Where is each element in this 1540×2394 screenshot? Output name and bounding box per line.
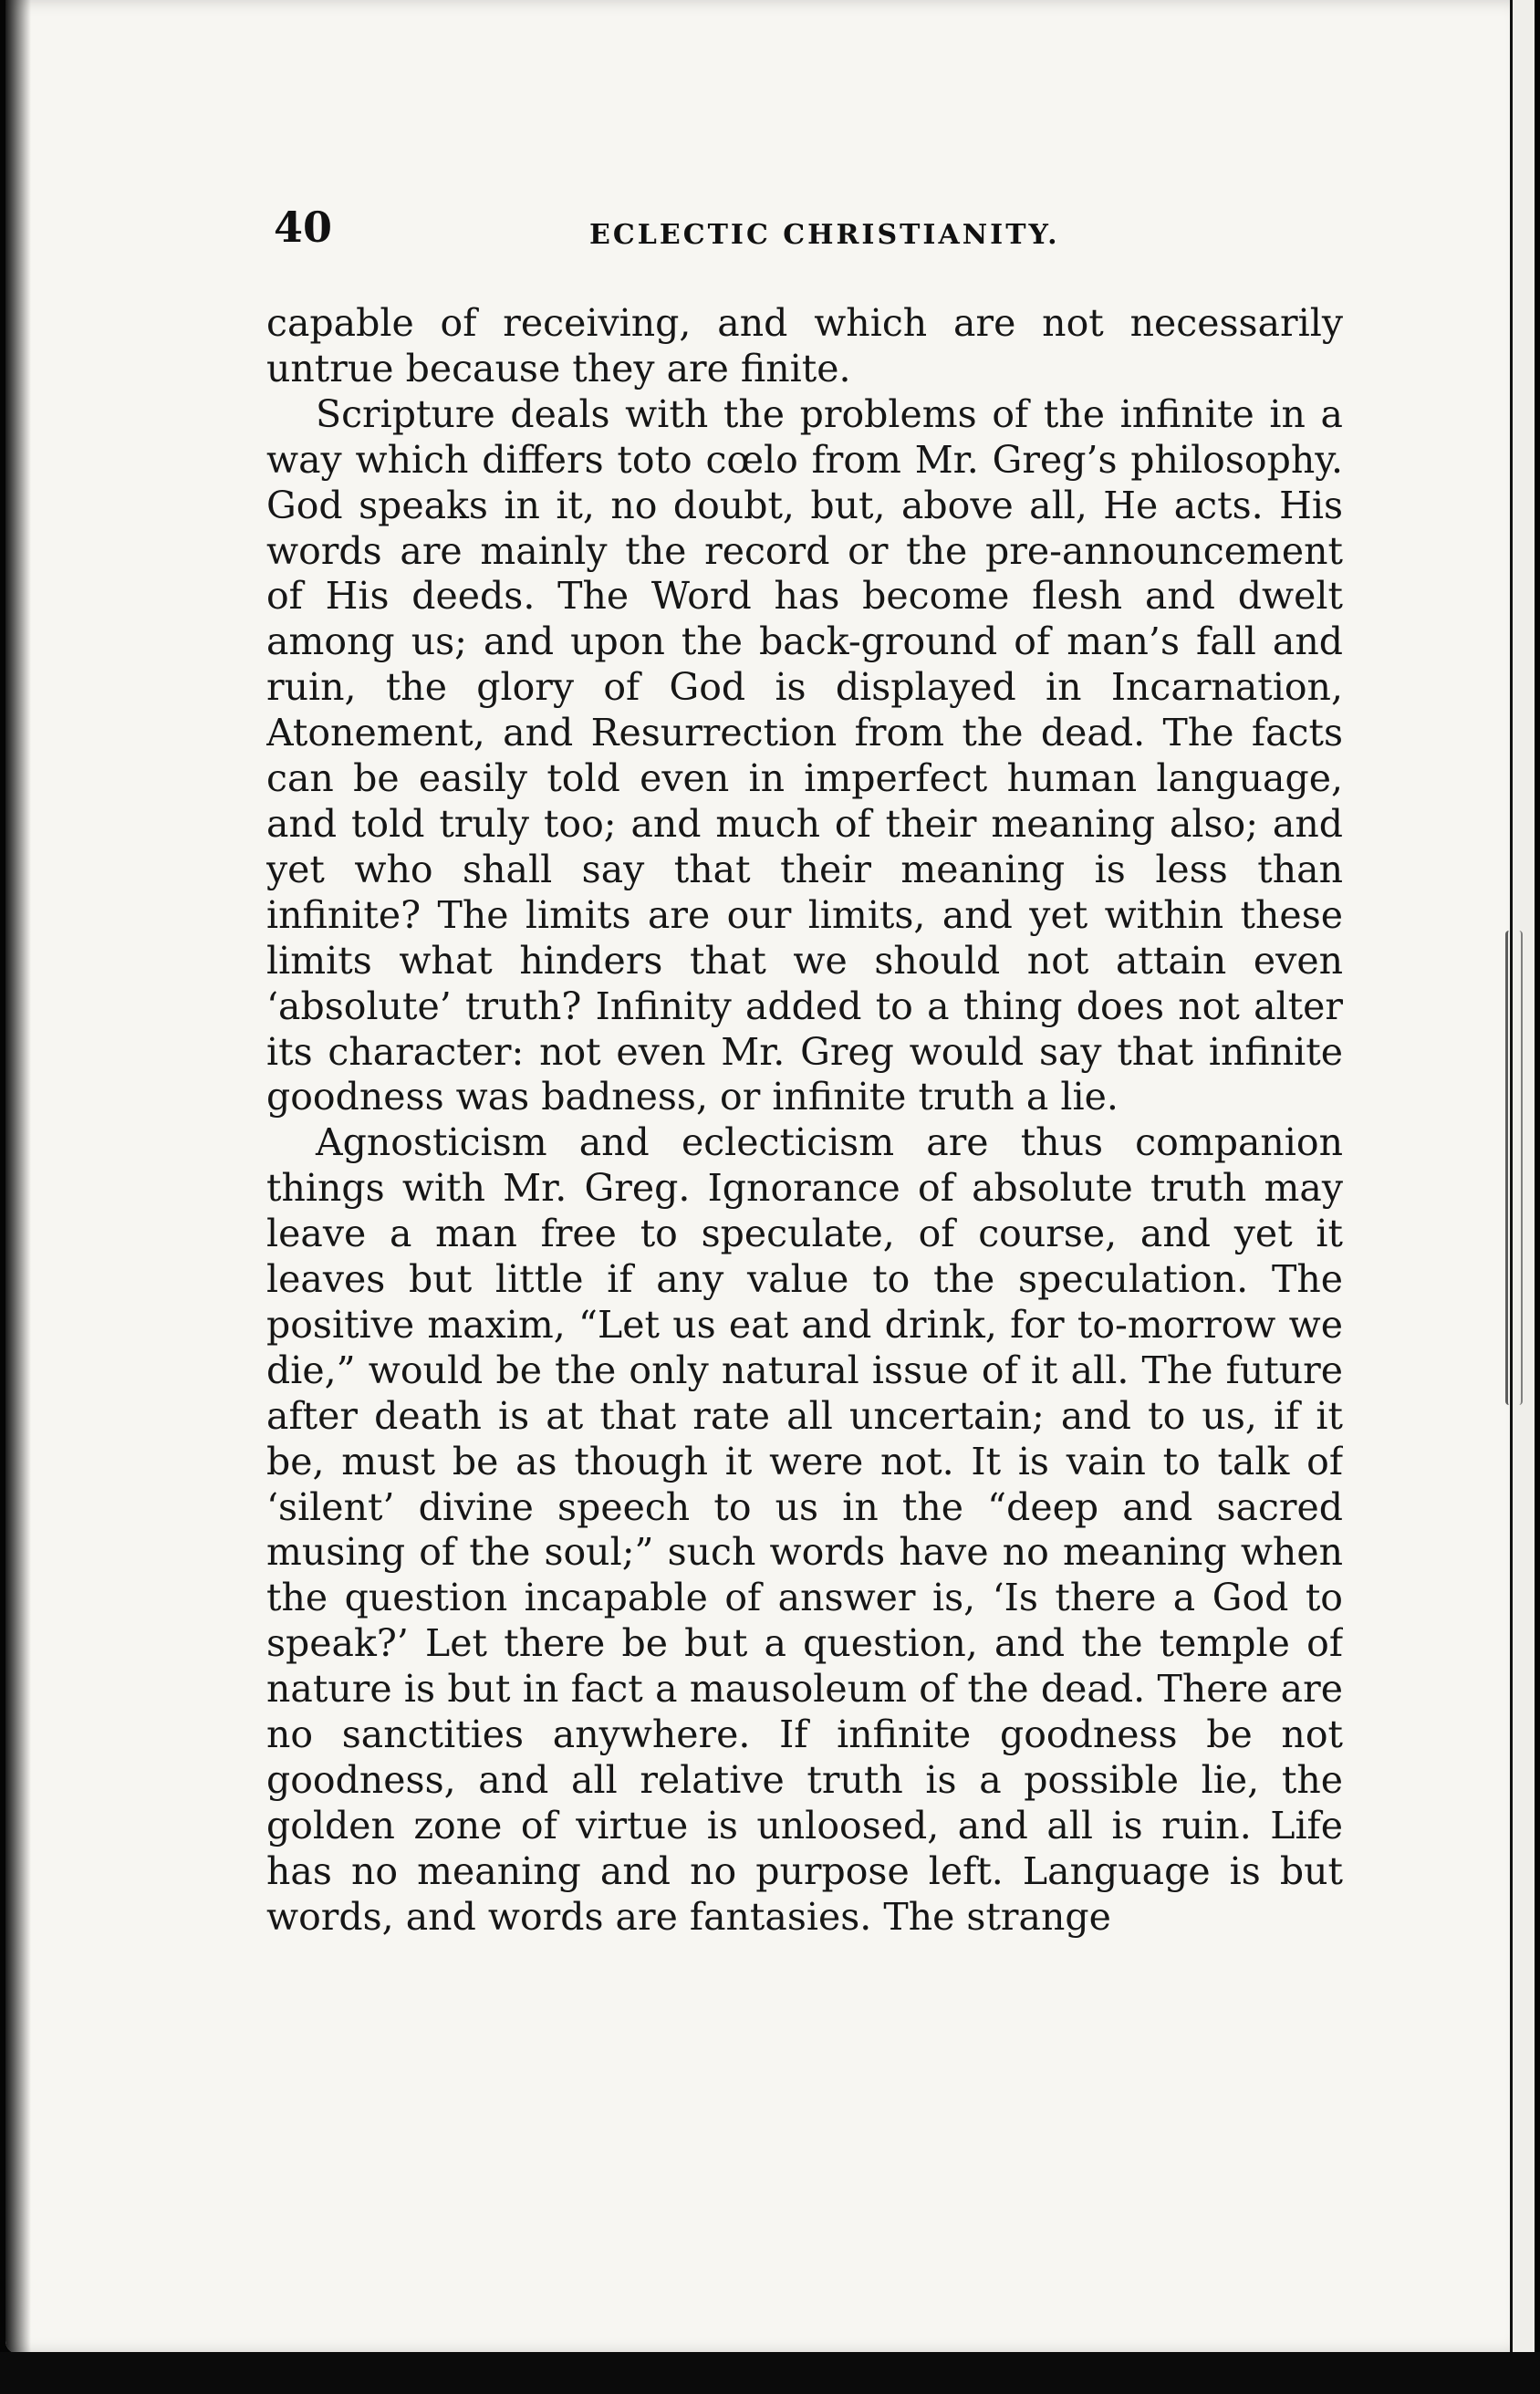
running-title: ECLECTIC CHRISTIANITY. <box>589 219 1060 251</box>
page-header <box>274 203 1350 266</box>
page-number: 40 <box>274 203 333 252</box>
scan-bottom-border <box>0 2352 1540 2394</box>
margin-bookmark-mark <box>1505 931 1523 1405</box>
paragraph-3: Agnosticism and eclecticism are thus companion things with Mr. Greg. Ignorance of absolute truth may leave a man free to speculate, of course, and yet it leaves but little if any value to the speculation. The positive maxim, “Let us eat and drink, for to-morrow we die,” would be the only natural issue of it all. The future after death is at that rate all uncertain; and to us, if it be, must be as though it were not. It is vain to talk of ‘silent’ divine speech to us in the “deep and sacred musing of the soul;” such words have no meaning when the question incapable of answer is, ‘Is there a God to speak?’ Let there be but a question, and the temple of nature is but in fact a mausoleum of the dead. There are no sanctities anywhere. If infinite goodness be not goodness, and all relative truth is a possible lie, the golden zone of virtue is unloosed, and all is ruin. Life has no meaning and no purpose left. Language is but words, and words are fantasies. The strange <box>266 1120 1343 1939</box>
body-text <box>266 301 1343 2108</box>
paragraph-1: capable of receiving, and which are not necessarily untrue because they are finite. <box>266 301 1343 390</box>
paragraph-2: Scripture deals with the problems of the infinite in a way which differs toto cœlo from Mr. Greg’s philosophy. God speaks in it, no doubt, but, above all, He acts. His words are mainly the record or the pre-announcement of His deeds. The Word has become flesh and dwelt among us; and upon the back-ground of man’s fall and ruin, the glory of God is displayed in Incarnation, Atonement, and Resurrection from the dead. The facts can be easily told even in imperfect human language, and told truly too; and much of their meaning also; and yet who shall say that their meaning is less than infinite? The limits are our limits, and yet within these limits what hinders that we should not attain even ‘absolute’ truth? Infinity added to a thing does not alter its character: not even Mr. Greg would say that infinite goodness was badness, or infinite truth a lie. <box>266 391 1343 1119</box>
paper-sheet <box>5 0 1522 2354</box>
binding-shadow <box>5 0 31 2354</box>
